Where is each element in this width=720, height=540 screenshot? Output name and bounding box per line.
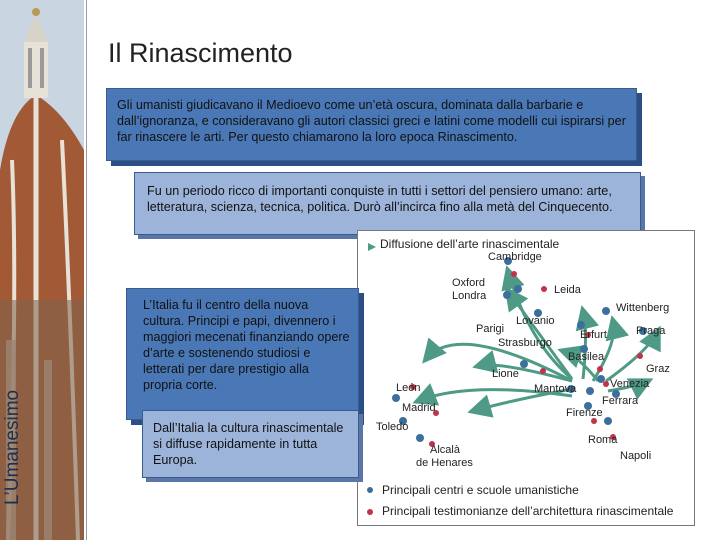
- map-legend-architecture: Principali testimonianze dell’architettura rinascimentale: [382, 504, 674, 518]
- city-label: Alcalà: [430, 444, 460, 456]
- city-label: Londra: [452, 290, 487, 302]
- city-label: Wittenberg: [616, 302, 670, 314]
- city-label: Erfurt: [580, 329, 607, 341]
- city-label: Toledo: [376, 421, 409, 433]
- renaissance-diffusion-map: [357, 230, 695, 526]
- city-label: Strasburgo: [498, 337, 552, 349]
- city-label: León: [396, 382, 421, 394]
- city-label: Lovanio: [516, 315, 555, 327]
- city-label: Praga: [636, 325, 666, 337]
- page-title: Il Rinascimento: [108, 38, 293, 68]
- vertical-section-title: L’Umanesimo: [2, 389, 23, 505]
- text-box-diffusion: Dall’Italia la cultura rinascimentale si diffuse rapidamente in tutta Europa.: [142, 410, 359, 478]
- city-label: Firenze: [566, 407, 603, 419]
- city-label: de Henares: [416, 457, 473, 469]
- city-label: Lione: [492, 368, 519, 380]
- text-box-achievements: Fu un periodo ricco di importanti conquiste in tutti i settori del pensiero umano: arte, letteratura, scienza, tecnica, politica. Durò all’incirca fino alla metà del Cinquecento.: [134, 172, 641, 235]
- city-label: Basilea: [568, 351, 605, 363]
- city-label: Leida: [554, 284, 581, 296]
- city-label: Napoli: [620, 450, 652, 462]
- city-label: Roma: [588, 434, 618, 446]
- text-box-italy-center: L’Italia fu il centro della nuova cultura. Principi e papi, divennero i maggiori mecenati finanziando opere d’arte e sostenendo studiosi e letterati per dare prestigio alla propria corte.: [126, 288, 359, 420]
- city-label: Ferrara: [602, 395, 639, 407]
- city-label: Parigi: [476, 323, 505, 335]
- text-box-humanists: Gli umanisti giudicavano il Medioevo come un’età oscura, dominata dalla barbarie e dall’ignoranza, e consideravano gli autori classici greci e latini come modelli cui ispirarsi per far rinascere le arti. Per questo chiamarono la loro epoca Rinascimento.: [106, 88, 637, 161]
- sidebar-divider: [86, 0, 87, 540]
- city-label: Cambridge: [488, 251, 542, 263]
- city-label: Oxford: [452, 277, 486, 289]
- map-title: Diffusione dell’arte rinascimentale: [380, 237, 560, 251]
- map-legend-centers: Principali centri e scuole umanistiche: [382, 483, 579, 497]
- city-label: Graz: [646, 363, 670, 375]
- city-label: Madrid: [402, 402, 436, 414]
- city-label: Mantova: [534, 383, 577, 395]
- city-label: Venezia: [610, 378, 650, 390]
